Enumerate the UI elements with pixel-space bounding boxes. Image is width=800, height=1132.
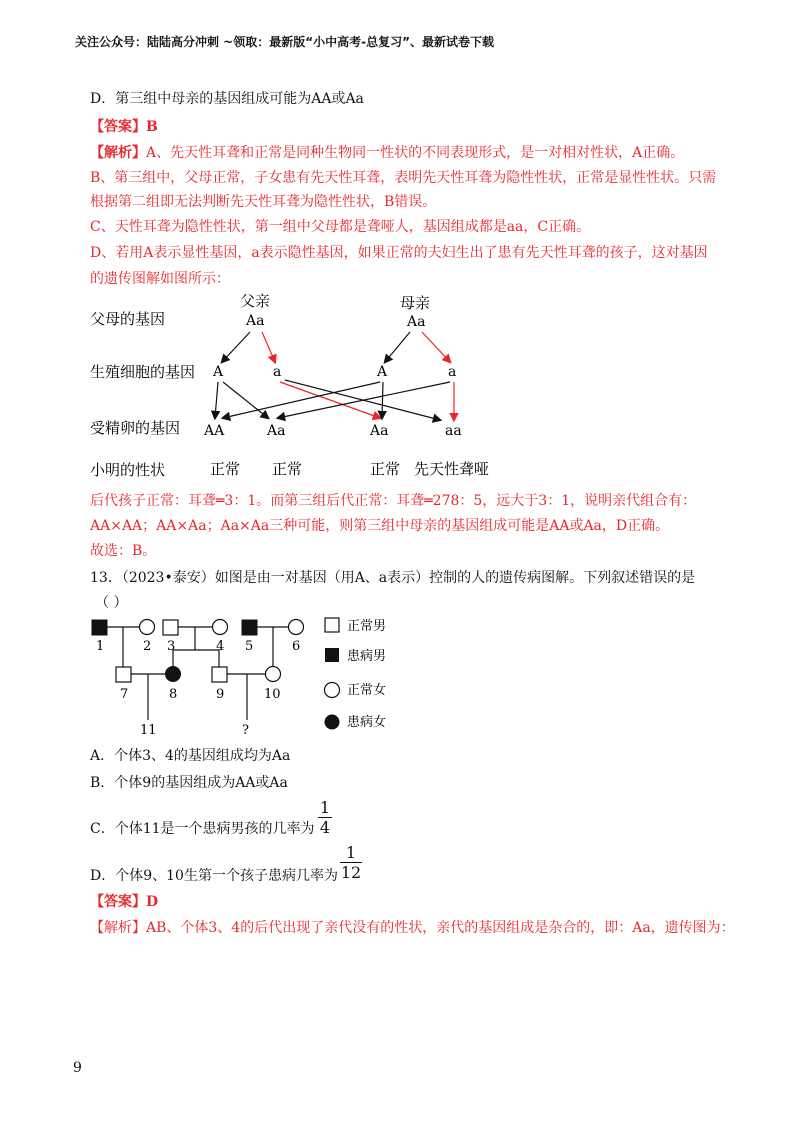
q13-stem-2: （ ） (95, 595, 128, 611)
fraction-num: 1 (319, 798, 331, 817)
genetic-cross-diagram (80, 290, 540, 494)
gamete-father-a: a (273, 364, 282, 380)
gamete-father-A: A (213, 364, 224, 380)
label-7: 7 (120, 687, 129, 702)
individual-8-affected-female (166, 667, 181, 682)
legend-affected-female-icon (325, 715, 340, 730)
q13-option-a: A．个体3、4的基因组成均为Aa (90, 748, 291, 764)
zygote-Aa-1: Aa (267, 423, 286, 439)
q12-analysis-d1: D、若用A表示显性基因，a表示隐性基因，如果正常的夫妇生出了患有先天性耳聋的孩子，这对基因 (90, 245, 708, 261)
label-3: 3 (167, 639, 176, 654)
trait-1: 正常 (210, 460, 241, 478)
gamete-mother-a: a (448, 364, 457, 380)
label-4: 4 (216, 639, 225, 654)
mother-label: 母亲 (400, 294, 431, 312)
gamete-mother-A: A (377, 364, 388, 380)
label-9: 9 (216, 687, 225, 702)
legend-normal-male-icon (325, 618, 339, 632)
row-label-traits: 小明的性状 (90, 461, 166, 479)
individual-4-normal-female (213, 620, 228, 635)
legend-affected-male: 患病男 (347, 649, 387, 664)
individual-6-normal-female (289, 620, 304, 635)
legend-normal-female-icon (325, 683, 340, 698)
label-2: 2 (143, 639, 152, 654)
q13-stem-1: 13．（2023•泰安）如图是由一对基因（用A、a表示）控制的人的遗传病图解。下列叙述错误的是 (90, 570, 696, 586)
individual-1-affected-male (92, 620, 107, 635)
arrow-father-a (262, 332, 275, 362)
trait-3: 正常 (370, 460, 401, 478)
zygote-AA: AA (204, 423, 225, 439)
q12-analysis-b2: 根据第二组即无法判断先天性耳聋为隐性性状，B错误。 (90, 194, 437, 210)
q12-analysis-a (90, 142, 684, 162)
trait-4: 先天性聋哑 (414, 460, 490, 478)
father-genotype: Aa (246, 313, 265, 329)
q12-final: 故选：B。 (90, 543, 157, 559)
legend-affected-male-icon (325, 648, 339, 662)
arrow-mother-a (422, 332, 450, 362)
label-10: 10 (264, 687, 281, 702)
fraction-one-quarter (318, 798, 332, 837)
label-question: ? (242, 723, 249, 738)
q12-option-d: D．第三组中母亲的基因组成可能为AA或Aa (90, 91, 364, 107)
page-number: 9 (73, 1060, 82, 1076)
q12-analysis-d2: 的遗传图解如图所示： (90, 271, 230, 287)
individual-10-normal-female (266, 667, 281, 682)
legend-normal-female: 正常女 (347, 683, 387, 698)
zygote-Aa-2: Aa (370, 423, 389, 439)
individual-7-normal-male (116, 667, 131, 682)
arrow-father-A (222, 332, 250, 362)
individual-2-normal-female (140, 620, 155, 635)
q13-option-b: B．个体9的基因组成为AA或Aa (90, 775, 288, 791)
q12-answer: 【答案】B (90, 119, 158, 135)
q12-conclusion-2: AA×AA；AA×Aa；Aa×Aa三种可能，则第三组中母亲的基因组成可能是AA或Aa，D正确。 (90, 518, 670, 534)
individual-9-normal-male (212, 667, 227, 682)
q13-analysis: 【解析】AB、个体3、4的后代出现了亲代没有的性状，亲代的基因组成是杂合的，即：Aa，遗传图为： (90, 920, 735, 936)
analysis-a-text: A、先天性耳聋和正常是同种生物同一性状的不同表现形式，是一对相对性状，A正确。 (146, 145, 685, 161)
arrow-A-AA (215, 382, 218, 418)
arrow-mother-A (385, 332, 410, 362)
individual-5-affected-male (242, 620, 257, 635)
row-label-zygotes: 受精卵的基因 (90, 419, 181, 437)
q13-option-d: D．个体9、10生第一个孩子患病几率为 (90, 868, 338, 884)
fraction-den: 4 (319, 818, 331, 837)
trait-2: 正常 (272, 460, 303, 478)
legend-affected-female: 患病女 (347, 715, 387, 730)
label-11: 11 (140, 723, 157, 738)
label-1: 1 (96, 639, 105, 654)
q12-analysis-c: C、天性耳聋为隐性性状，第一组中父母都是聋哑人，基因组成都是aa，C正确。 (90, 219, 591, 235)
legend-normal-male: 正常男 (347, 619, 387, 634)
label-6: 6 (292, 639, 301, 654)
fraction-den: 12 (340, 863, 362, 882)
row-label-gametes: 生殖细胞的基因 (90, 363, 196, 381)
label-8: 8 (169, 687, 178, 702)
mother-genotype: Aa (407, 314, 426, 330)
father-label: 父亲 (240, 292, 271, 310)
fraction-one-twelfth (340, 843, 362, 882)
analysis-tag: 【解析】 (90, 145, 146, 161)
individual-3-normal-male (163, 620, 178, 635)
pedigree-chart (85, 612, 405, 744)
zygote-aa: aa (445, 423, 462, 439)
arrow-A2-Aa2 (382, 382, 383, 418)
q12-conclusion-1: 后代孩子正常：耳聋═3：1。而第三组后代正常：耳聋═278：5，远大于3：1，说明亲代组合有： (90, 493, 697, 509)
q13-option-c: C．个体11是一个患病男孩的几率为 (90, 821, 315, 837)
q12-analysis-b1: B、第三组中，父母正常，子女患有先天性耳聋，表明先天性耳聋为隐性性状，正常是显性性状。只需 (90, 170, 717, 186)
label-5: 5 (245, 639, 254, 654)
q13-answer: 【答案】D (90, 894, 159, 910)
row-label-parents: 父母的基因 (90, 310, 166, 328)
page-header: 关注公众号：陆陆高分冲刺 ~领取：最新版“小中高考-总复习”、最新试卷下载 (75, 35, 494, 49)
fraction-num: 1 (345, 843, 357, 862)
